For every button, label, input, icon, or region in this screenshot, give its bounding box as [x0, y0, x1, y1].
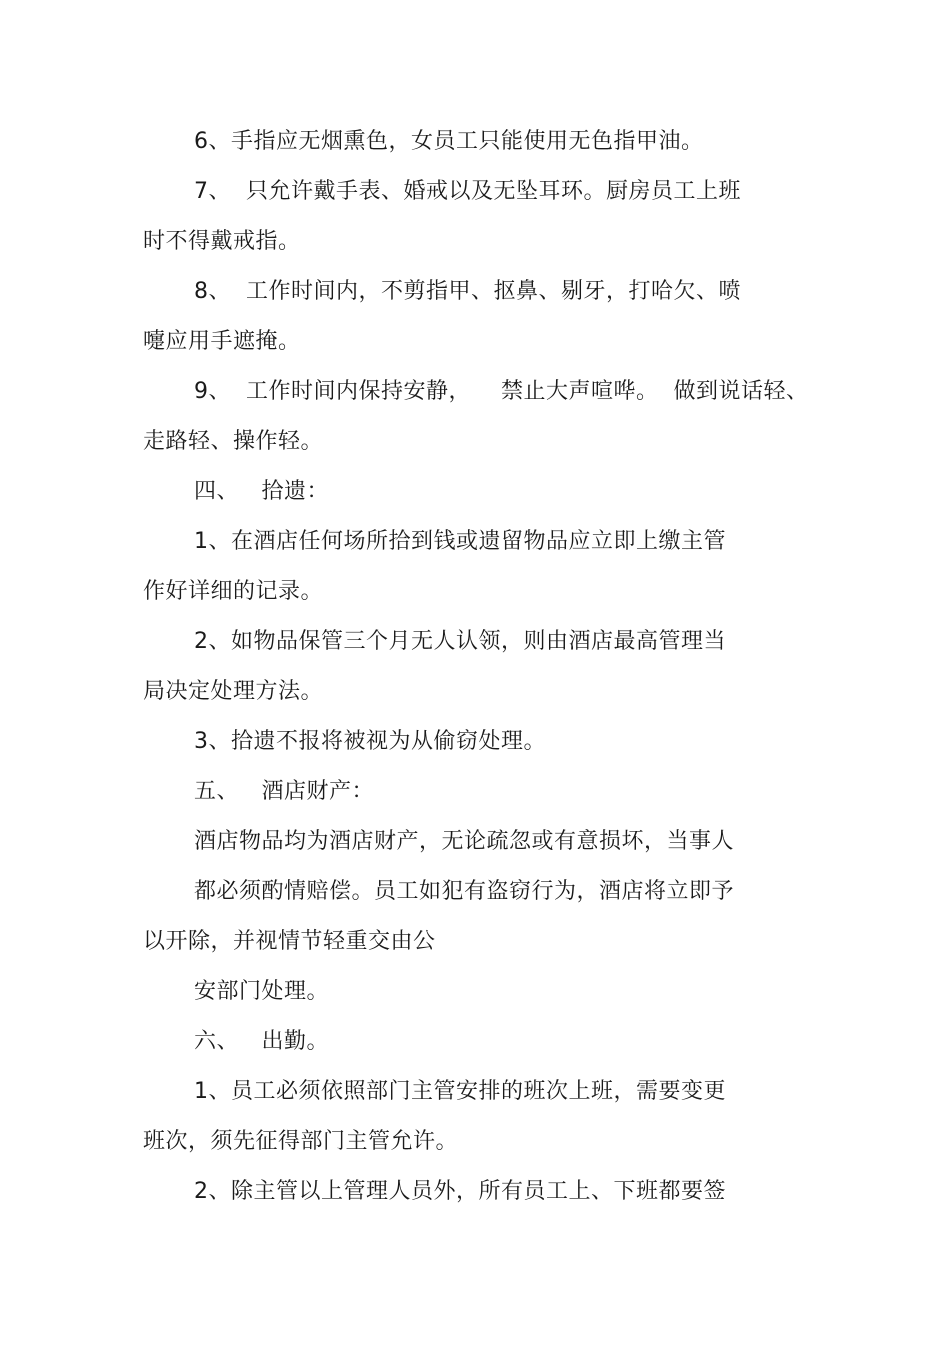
text-line-attendance-2: 2、除主管以上管理人员外，所有员工上、下班都要签: [194, 1179, 726, 1204]
section-heading-lost-found: 四、 拾遗：: [194, 479, 329, 504]
text-line-lost-found-1: 1、在酒店任何场所拾到钱或遗留物品应立即上缴主管: [194, 529, 726, 554]
text-line-attendance-1: 1、员工必须依照部门主管安排的班次上班，需要变更: [194, 1079, 726, 1104]
text-line-lost-found-3: 3、拾遗不报将被视为从偷窃处理。: [194, 729, 546, 754]
text-line-item-8: 8、 工作时间内，不剪指甲、抠鼻、剔牙，打哈欠、喷: [194, 279, 741, 304]
text-line-item-6: 6、手指应无烟熏色，女员工只能使用无色指甲油。: [194, 129, 704, 154]
text-line-item-9: 9、 工作时间内保持安静， 禁止大声喧哗。 做到说话轻、: [194, 379, 809, 404]
text-line-property-3: 以开除，并视情节轻重交由公: [143, 929, 436, 954]
text-line-item-9-cont: 走路轻、操作轻。: [143, 429, 324, 454]
text-line-lost-found-2-cont: 局决定处理方法。: [143, 679, 324, 704]
section-heading-hotel-property: 五、 酒店财产：: [194, 779, 374, 804]
text-line-lost-found-1-cont: 作好详细的记录。: [143, 579, 324, 604]
text-line-item-7-cont: 时不得戴戒指。: [143, 229, 301, 254]
text-line-item-8-cont: 嚏应用手遮掩。: [143, 329, 301, 354]
text-line-property-2: 都必须酌情赔偿。员工如犯有盗窃行为，酒店将立即予: [194, 879, 735, 904]
text-line-property-4: 安部门处理。: [194, 979, 330, 1004]
text-line-attendance-1-cont: 班次，须先征得部门主管允许。: [143, 1129, 459, 1154]
section-heading-attendance: 六、 出勤。: [194, 1029, 329, 1054]
text-line-lost-found-2: 2、如物品保管三个月无人认领，则由酒店最高管理当: [194, 629, 726, 654]
text-line-property-1: 酒店物品均为酒店财产，无论疏忽或有意损坏，当事人: [194, 829, 735, 854]
text-line-item-7: 7、 只允许戴手表、婚戒以及无坠耳环。厨房员工上班: [194, 179, 741, 204]
